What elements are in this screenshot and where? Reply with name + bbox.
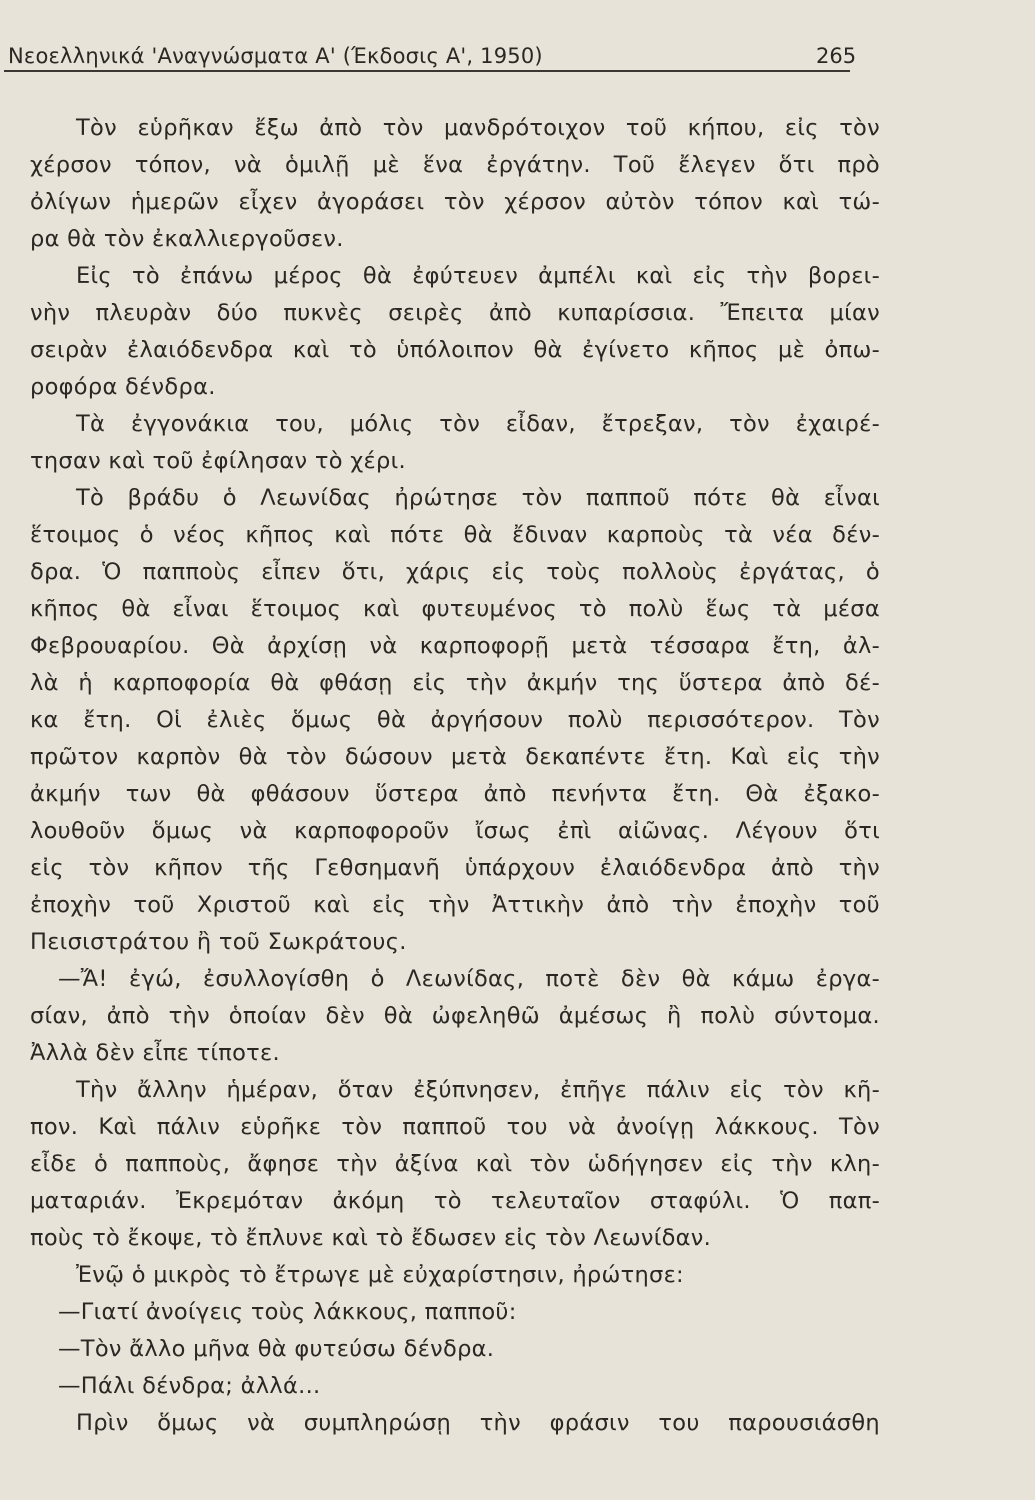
page-number: 265 bbox=[816, 44, 857, 68]
header-title: Νεοελληνικά 'Αναγνώσματα Α' (Έκδοσις Α', 1950) bbox=[8, 44, 543, 68]
text-line: —Τὸν ἄλλο μῆνα θὰ φυτεύσω δένδρα. bbox=[58, 1336, 495, 1362]
text-line: ἐποχὴν τοῦ Χριστοῦ καὶ εἰς τὴν Ἀττικὴν ἀπὸ τὴν ἐποχὴν τοῦ bbox=[30, 892, 880, 918]
text-line: ροφόρα δένδρα. bbox=[30, 374, 216, 400]
text-line: Πρὶν ὅμως νὰ συμπληρώσῃ τὴν φράσιν του παρουσιάσθη bbox=[76, 1410, 880, 1436]
text-line: ὀλίγων ἡμερῶν εἶχεν ἀγοράσει τὸν χέρσον αὐτὸν τόπον καὶ τώ- bbox=[30, 189, 880, 215]
text-line: τησαν καὶ τοῦ ἐφίλησαν τὸ χέρι. bbox=[30, 448, 406, 474]
text-line: σειρὰν ἐλαιόδενδρα καὶ τὸ ὑπόλοιπον θὰ ἐγίνετο κῆπος μὲ ὀπω- bbox=[30, 337, 880, 363]
text-line: Πεισιστράτου ἢ τοῦ Σωκράτους. bbox=[30, 929, 407, 955]
text-line: λουθοῦν ὅμως νὰ καρποφοροῦν ἴσως ἐπὶ αἰῶνας. Λέγουν ὅτι bbox=[30, 818, 880, 844]
text-line: σίαν, ἀπὸ τὴν ὁποίαν δὲν θὰ ὠφεληθῶ ἀμέσως ἢ πολὺ σύντομα. bbox=[30, 1003, 880, 1029]
text-line: Φεβρουαρίου. Θὰ ἀρχίσῃ νὰ καρποφορῇ μετὰ τέσσαρα ἔτη, ἀλ- bbox=[30, 633, 880, 659]
text-line: Ἐνῷ ὁ μικρὸς τὸ ἔτρωγε μὲ εὐχαρίστησιν, ἠρώτησε: bbox=[76, 1262, 684, 1288]
text-line: δρα. Ὁ παπποὺς εἶπεν ὅτι, χάρις εἰς τοὺς πολλοὺς ἐργάτας, ὁ bbox=[30, 559, 880, 585]
text-line: νὴν πλευρὰν δύο πυκνὲς σειρὲς ἀπὸ κυπαρίσσια. Ἔπειτα μίαν bbox=[30, 300, 880, 326]
text-line: —Γιατί ἀνοίγεις τοὺς λάκκους, παπποῦ: bbox=[58, 1299, 517, 1325]
text-line: πον. Καὶ πάλιν εὑρῆκε τὸν παπποῦ του νὰ ἀνοίγῃ λάκκους. Τὸν bbox=[30, 1114, 880, 1140]
text-line: εἰς τὸν κῆπον τῆς Γεθσημανῆ ὑπάρχουν ἐλαιόδενδρα ἀπὸ τὴν bbox=[30, 855, 880, 881]
text-line: ρα θὰ τὸν ἐκαλλιεργοῦσεν. bbox=[30, 226, 344, 252]
text-line: ἀκμήν των θὰ φθάσουν ὕστερα ἀπὸ πενήντα ἔτη. Θὰ ἐξακο- bbox=[30, 781, 880, 807]
text-line: Ἀλλὰ δὲν εἶπε τίποτε. bbox=[30, 1040, 280, 1066]
text-line: χέρσον τόπον, νὰ ὁμιλῇ μὲ ἕνα ἐργάτην. Τοῦ ἔλεγεν ὅτι πρὸ bbox=[30, 152, 880, 178]
body-text bbox=[30, 110, 880, 1442]
text-line: εἶδε ὁ παπποὺς, ἄφησε τὴν ἀξίνα καὶ τὸν ὡδήγησεν εἰς τὴν κλη- bbox=[30, 1151, 880, 1177]
running-header bbox=[4, 30, 857, 72]
text-line: —Πάλι δένδρα; ἀλλά... bbox=[58, 1373, 321, 1399]
text-line: ἕτοιμος ὁ νέος κῆπος καὶ πότε θὰ ἔδιναν καρποὺς τὰ νέα δέν- bbox=[30, 522, 880, 548]
text-line: ματαριάν. Ἐκρεμόταν ἀκόμη τὸ τελευταῖον σταφύλι. Ὁ παπ- bbox=[30, 1188, 880, 1214]
text-line: πρῶτον καρπὸν θὰ τὸν δώσουν μετὰ δεκαπέντε ἔτη. Καὶ εἰς τὴν bbox=[30, 744, 880, 770]
text-line: Τὸ βράδυ ὁ Λεωνίδας ἠρώτησε τὸν παπποῦ πότε θὰ εἶναι bbox=[76, 485, 880, 511]
text-line: λὰ ἡ καρποφορία θὰ φθάσῃ εἰς τὴν ἀκμήν της ὕστερα ἀπὸ δέ- bbox=[30, 670, 880, 696]
text-line: Τὸν εὑρῆκαν ἔξω ἀπὸ τὸν μανδρότοιχον τοῦ κήπου, εἰς τὸν bbox=[76, 115, 880, 141]
text-line: Εἰς τὸ ἐπάνω μέρος θὰ ἐφύτευεν ἀμπέλι καὶ εἰς τὴν βορει- bbox=[76, 263, 880, 289]
text-line: Τὴν ἄλλην ἡμέραν, ὅταν ἐξύπνησεν, ἐπῆγε πάλιν εἰς τὸν κῆ- bbox=[76, 1077, 880, 1103]
text-line: ποὺς τὸ ἔκοψε, τὸ ἔπλυνε καὶ τὸ ἔδωσεν εἰς τὸν Λεωνίδαν. bbox=[30, 1225, 712, 1251]
text-line: —Ἄ! ἐγώ, ἐσυλλογίσθη ὁ Λεωνίδας, ποτὲ δὲν θὰ κάμω ἐργα- bbox=[58, 966, 880, 992]
text-line: Τὰ ἐγγονάκια του, μόλις τὸν εἶδαν, ἔτρεξαν, τὸν ἐχαιρέ- bbox=[76, 411, 880, 437]
text-line: κα ἔτη. Οἱ ἐλιὲς ὅμως θὰ ἀργήσουν πολὺ περισσότερον. Τὸν bbox=[30, 707, 880, 733]
text-line: κῆπος θὰ εἶναι ἕτοιμος καὶ φυτευμένος τὸ πολὺ ἕως τὰ μέσα bbox=[30, 596, 880, 622]
